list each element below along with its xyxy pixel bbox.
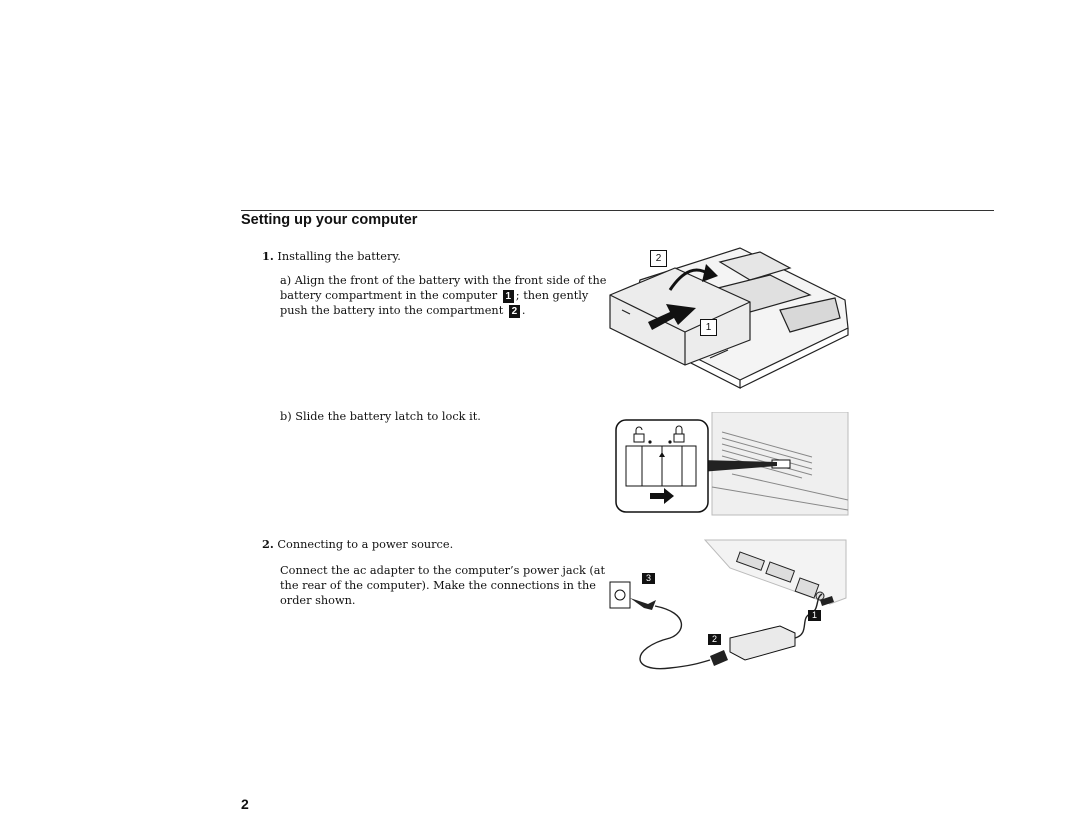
step1-a-text3: ; then gently <box>515 289 589 302</box>
section-rule <box>241 210 994 211</box>
section-title: Setting up your computer <box>241 212 418 228</box>
power-callout-1: 1 <box>808 610 821 621</box>
step2-label: Connecting to a power source. <box>277 538 454 551</box>
page-number: 2 <box>241 796 249 812</box>
step2-line3: order shown. <box>280 594 356 607</box>
step1-a-text5: . <box>521 304 526 317</box>
battery-callout-2: 2 <box>650 250 667 267</box>
step2-number: 2. <box>262 537 274 551</box>
step2-line1: Connect the ac adapter to the computer’s power jack (at <box>280 564 606 577</box>
step1-heading <box>262 249 401 264</box>
power-connection-illustration <box>600 538 850 678</box>
step1-a-text4: push the battery into the compartment <box>280 304 504 317</box>
step1-label: Installing the battery. <box>277 250 401 263</box>
step1-a-line2 <box>280 288 610 303</box>
power-callout-3: 3 <box>642 573 655 584</box>
step1-a-line3 <box>280 303 610 318</box>
callout-badge-2: 2 <box>509 305 520 318</box>
battery-install-illustration <box>600 240 860 390</box>
callout-badge-1: 1 <box>503 290 514 303</box>
step1-a-line1: a) Align the front of the battery with the front side of the <box>280 274 607 287</box>
step2-heading <box>262 537 453 552</box>
battery-latch-illustration <box>612 412 852 517</box>
step2-line2: the rear of the computer). Make the connections in the <box>280 579 596 592</box>
power-callout-2: 2 <box>708 634 721 645</box>
step2-instruction <box>280 563 610 608</box>
step1-a-text2: battery compartment in the computer <box>280 289 498 302</box>
step1-number: 1. <box>262 249 274 263</box>
step1-instruction-b: b) Slide the battery latch to lock it. <box>280 410 481 423</box>
battery-callout-1: 1 <box>700 319 717 336</box>
step1-instruction-a <box>280 273 610 318</box>
